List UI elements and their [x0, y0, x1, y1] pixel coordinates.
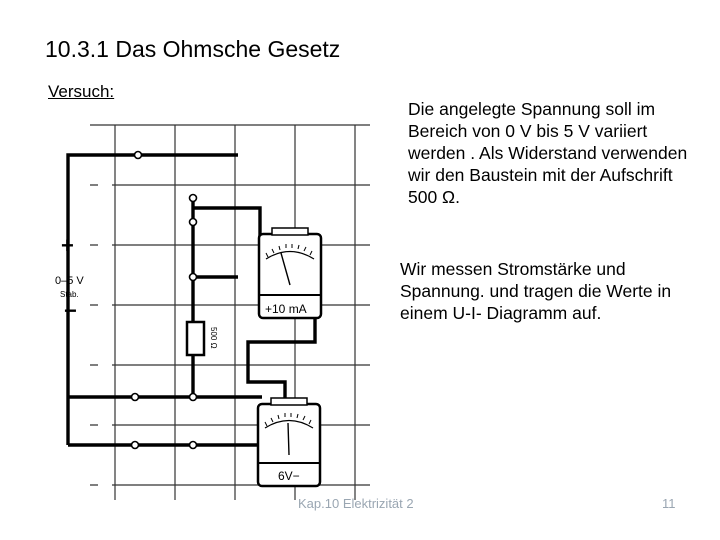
- description-paragraph-1: Die angelegte Spannung soll im Bereich von 0 V bis 5 V variiert werden . Als Widerstand verwenden wir den Baustein mit der Aufschrift 500 Ω.: [408, 99, 688, 207]
- voltmeter: [258, 398, 320, 486]
- ammeter: [259, 228, 321, 318]
- connection-nodes: [132, 152, 197, 449]
- footer-chapter: Kap.10 Elektrizität 2: [298, 496, 414, 511]
- minus-sign: −: [64, 298, 77, 323]
- resistor: [187, 322, 218, 355]
- resistor-label: 500 Ω: [209, 327, 218, 349]
- supply-stab-label: Stab.: [60, 290, 79, 299]
- ammeter-scale-label: +10 mA: [265, 302, 307, 316]
- supply-voltage-label: 0–5 V: [55, 275, 84, 287]
- page-number: 11: [662, 496, 676, 511]
- power-supply-labels: [55, 233, 84, 323]
- voltmeter-scale-label: 6V−: [278, 469, 300, 483]
- description-paragraph-2: Wir messen Stromstärke und Spannung. und tragen die Werte in einem U-I- Diagramm auf.: [400, 259, 672, 323]
- slide-title: 10.3.1 Das Ohmsche Gesetz: [45, 36, 341, 62]
- section-label: Versuch:: [48, 82, 115, 101]
- plus-sign: +: [61, 233, 74, 258]
